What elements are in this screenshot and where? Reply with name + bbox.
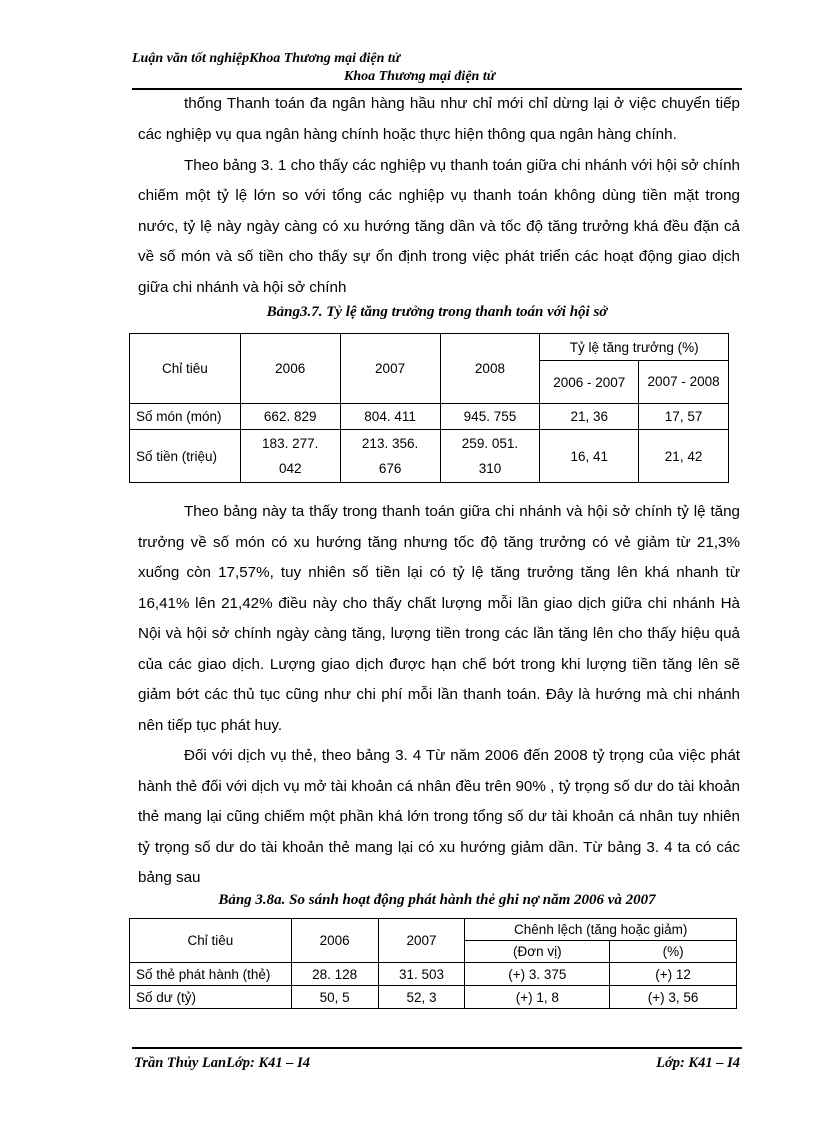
footer-right: Lớp: K41 – I4 [656, 1055, 740, 1071]
t1-header-growth-2006-2007: 2006 - 2007 [540, 361, 639, 404]
paragraph-4: Đối với dịch vụ thẻ, theo bảng 3. 4 Từ năm 2006 đến 2008 tỷ trọng của việc phát hành thẻ đối với dịch vụ mở tài khoản cá nhân đều trên 90% , tỷ trọng số dư do tài khoản thẻ mang lại cũng chiếm một phần khá lớn trong tổng số dư tài khoản cá nhân tuy nhiên tỷ trọng số dư do tài khoản thẻ mang lại có xu hướng giảm dần. Từ bảng 3. 4 ta có các bảng sau [138, 747, 740, 886]
t2-header-2007: 2007 [378, 919, 465, 963]
page-footer [134, 1055, 740, 1072]
body-text-top [138, 89, 740, 303]
t1-header-2006: 2006 [240, 334, 340, 404]
t2-row2-2007: 52, 3 [378, 986, 465, 1009]
t1-header-growth-2007-2008: 2007 - 2008 [639, 361, 729, 404]
header-line-2: Khoa Thương mại điện tử [344, 69, 496, 84]
t2-row2-2006: 50, 5 [291, 986, 378, 1009]
footer-rule [132, 1047, 742, 1049]
t2-row1-label: Số thẻ phát hành (thẻ) [130, 963, 292, 986]
t1-header-growth: Tỷ lệ tăng trưởng (%) [540, 334, 729, 361]
t1-row1-2006: 662. 829 [240, 404, 340, 430]
t1-row1-label: Số món (món) [130, 404, 241, 430]
t1-row1-g2: 17, 57 [639, 404, 729, 430]
t1-row2-g1: 16, 41 [540, 430, 639, 483]
t2-row2-unit: (+) 1, 8 [465, 986, 610, 1009]
t1-row2-label: Số tiền (triệu) [130, 430, 241, 483]
paragraph-3: Theo bảng này ta thấy trong thanh toán giữa chi nhánh và hội sở chính tỷ lệ tăng trưởng về số món có xu hướng tăng nhưng tốc độ tăng trưởng có vẻ giảm từ 21,3% xuống còn 17,57%, tuy nhiên số tiền lại có tỷ lệ tăng trưởng tăng lên khá nhanh từ 16,41% lên 21,42% điều này cho thấy chất lượng mỗi lần giao dịch giữa chi nhánh Hà Nội và hội sở chính ngày càng tăng, lượng tiền trong các lần tăng lên cho thấy hiệu quả của các giao dịch. Lượng giao dịch được hạn chế bớt trong khi lượng tiền tăng lên sẽ giảm bớt các thủ tục cũng như chi phí mỗi lần thanh toán. Đây là hướng mà chi nhánh nên tiếp tục phát huy. [138, 503, 740, 734]
table-row [130, 430, 729, 483]
t2-row1-2007: 31. 503 [378, 963, 465, 986]
t1-row2-2008: 259. 051. 310 [440, 430, 540, 483]
table-row [130, 404, 729, 430]
body-text-middle [138, 497, 740, 894]
table-2 [129, 918, 737, 1009]
t2-row1-2006: 28. 128 [291, 963, 378, 986]
paragraph-2: Theo bảng 3. 1 cho thấy các nghiệp vụ thanh toán giữa chi nhánh với hội sở chính chiếm một tỷ lệ lớn so với tổng các nghiệp vụ thanh toán không dùng tiền mặt trong nước, tỷ lệ này ngày càng có xu hướng tăng dần và tốc độ tăng trưởng khá đều đặn cả về số món và số tiền cho thấy sự ổn định trong việc phát triển các hoạt động giao dịch giữa chi nhánh và hội sở chính [138, 156, 740, 296]
t2-header-diff: Chênh lệch (tăng hoặc giảm) [465, 919, 737, 941]
table-row [130, 986, 737, 1009]
t1-header-2008: 2008 [440, 334, 540, 404]
t2-header-pct: (%) [610, 941, 737, 963]
t1-header-chitieu: Chỉ tiêu [130, 334, 241, 404]
paragraph-1: thống Thanh toán đa ngân hàng hầu như chỉ mới chỉ dừng lại ở việc chuyển tiếp các nghiệp vụ qua ngân hàng chính hoặc thực hiện thông qua ngân hàng chính. [138, 95, 740, 143]
t1-row1-2007: 804. 411 [340, 404, 440, 430]
table-2-caption: Bảng 3.8a. So sánh hoạt động phát hành thẻ ghi nợ năm 2006 và 2007 [218, 892, 656, 908]
t2-header-chitieu: Chỉ tiêu [130, 919, 292, 963]
t1-header-2007: 2007 [340, 334, 440, 404]
t1-row1-2008: 945. 755 [440, 404, 540, 430]
table-1 [129, 333, 729, 483]
t2-row1-pct: (+) 12 [610, 963, 737, 986]
t2-header-2006: 2006 [291, 919, 378, 963]
table-row [130, 963, 737, 986]
t2-header-unit: (Đơn vị) [465, 941, 610, 963]
t1-row2-2006: 183. 277. 042 [240, 430, 340, 483]
t2-row1-unit: (+) 3. 375 [465, 963, 610, 986]
t1-row2-g2: 21, 42 [639, 430, 729, 483]
t1-row2-2007: 213. 356. 676 [340, 430, 440, 483]
header-line-1: Luận văn tốt nghiệpKhoa Thương mại điện tử [132, 51, 401, 66]
t2-row2-label: Số dư (tỷ) [130, 986, 292, 1009]
t1-row1-g1: 21, 36 [540, 404, 639, 430]
table-1-caption: Bảng3.7. Tỷ lệ tăng trưởng trong thanh toán với hội sở [266, 304, 608, 320]
footer-left: Trần Thủy LanLớp: K41 – I4 [134, 1055, 311, 1071]
page-header [132, 50, 732, 86]
t2-row2-pct: (+) 3, 56 [610, 986, 737, 1009]
